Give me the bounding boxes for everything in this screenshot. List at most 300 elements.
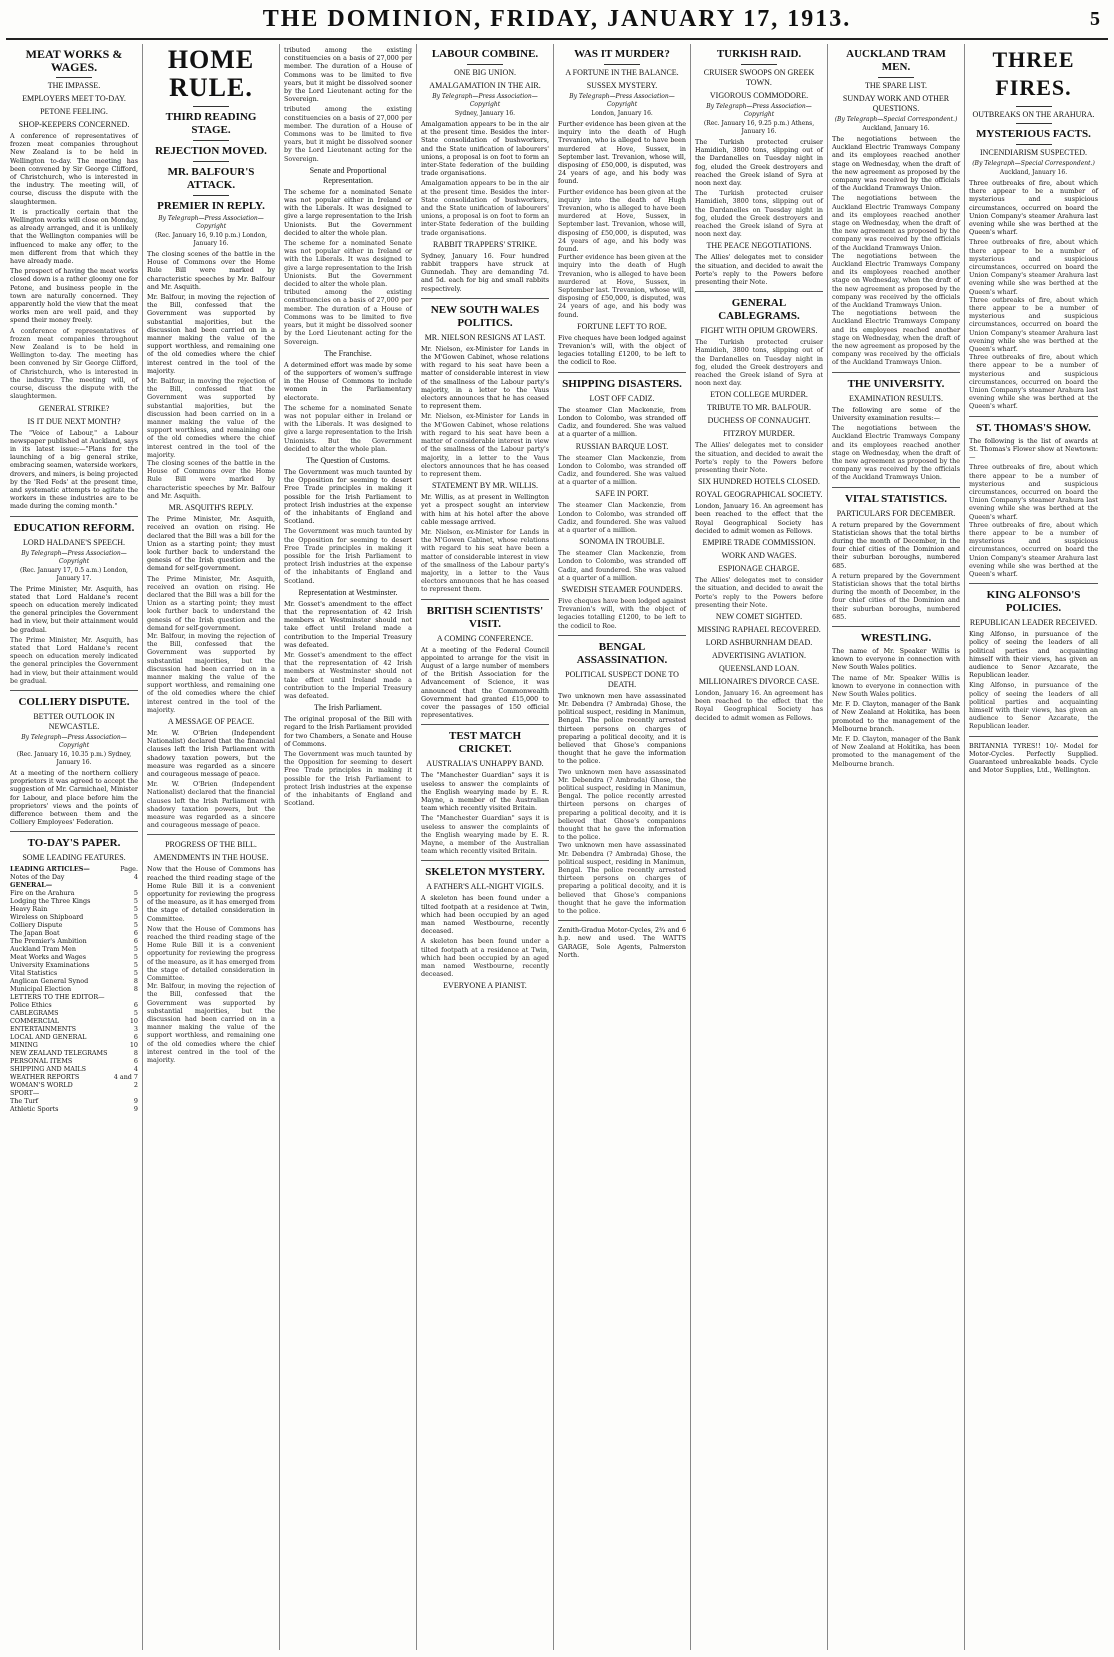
- paragraph: Three outbreaks of fire, about which there appear to be a number of mysterious and suspicious circumstances, occurred on board the Union Company's steamer Arahura last evening while she was berthed at the Queen's wharf.: [969, 238, 1098, 296]
- divider: [147, 834, 275, 835]
- paragraph: Three outbreaks of fire, about which there appear to be a number of mysterious and suspicious circumstances, occurred on board the Union Company's steamer Arahura last evening while she was berthed at the Queen's wharf.: [969, 179, 1098, 237]
- contents-item: [10, 897, 138, 905]
- paragraph: The Government was much taunted by the Opposition for seeming to desert Free Trade principles in making it possible for the Irish Parliament to protect Irish industries at the expense of the inhabitants of England and Scotland.: [284, 527, 412, 585]
- paragraph: The Allies' delegates met to consider the situation, and decided to await the Porte's reply to the Powers before presenting their Note.: [695, 441, 823, 475]
- contents-page-number: 6: [133, 937, 138, 946]
- contents-item-label: Athletic Sports: [10, 1105, 59, 1114]
- subhead: EXAMINATION RESULTS.: [849, 393, 943, 403]
- divider: [421, 298, 549, 299]
- contents-page-number: 4 and 7: [113, 1073, 138, 1082]
- contents-item: [10, 969, 138, 977]
- contents-item-label: The Japan Boat: [10, 929, 60, 938]
- paragraph: Mr. Nielson, ex-Minister for Lands in the M'Gowen Cabinet, whose relations with regard to his seat have been a matter of considerable interest in view of the smallness of the Labour party's majority, in a letter to the Vaus electors announces that he has ceased to represent them.: [421, 344, 549, 411]
- divider: [558, 635, 686, 636]
- divider: [421, 599, 549, 600]
- subhead: LORD ASHBURNHAM DEAD.: [705, 637, 813, 647]
- column-2: [143, 44, 280, 1650]
- subhead: RUSSIAN BARQUE LOST.: [575, 441, 669, 451]
- subhead: FIGHT WITH OPIUM GROWERS.: [700, 326, 818, 336]
- contents-item: [10, 905, 138, 913]
- subhead: The Irish Parliament.: [314, 703, 382, 713]
- contents-item-label: The Turf: [10, 1097, 38, 1106]
- subhead: EVERYONE A PIANIST.: [443, 981, 527, 991]
- paragraph: Mr. Gosset's amendment to the effect that the representation of 42 Irish members at Westminster should not take effect until Ireland made a contribution to the Imperial Treasury was defeated.: [284, 651, 412, 701]
- advertisement: BRITANNIA TYRES!! 10/- Model for Motor-Cycles. Perfectly Supplied. Guaranteed unbreakable beads. Cycle and Motor Supplies, Ltd., Wellington.: [969, 741, 1098, 775]
- contents-item: [10, 873, 138, 881]
- divider: [10, 516, 138, 517]
- paragraph: Mr. W. O'Brien (Independent Nationalist) declared that the financial clauses left the Irish Parliament with shadowy taxation powers, but the measure was regarded as a sincere and courageous message of peace.: [147, 728, 275, 778]
- divider: [467, 64, 503, 65]
- subhead: FITZROY MURDER.: [723, 429, 795, 439]
- paragraph: A determined effort was made by some of the supporters of women's suffrage in the House of Commons to include women in the Parliamentary electorate.: [284, 360, 412, 402]
- headline: GENERAL CABLEGRAMS.: [718, 297, 800, 323]
- divider: [832, 487, 960, 488]
- subhead: PETONE FEELING.: [40, 107, 108, 116]
- contents-item-label: PERSONAL ITEMS: [10, 1057, 73, 1066]
- paragraph: Mr. W. O'Brien (Independent Nationalist) declared that the financial clauses left the Irish Parliament with shadowy taxation powers, but the measure was regarded as a sincere and courageous message of peace.: [147, 780, 275, 830]
- contents-item: [10, 985, 138, 993]
- column-8: [965, 44, 1102, 1650]
- subhead: MILLIONAIRE'S DIVORCE CASE.: [698, 676, 820, 686]
- contents-page-number: 5: [133, 953, 138, 962]
- subhead: MR. BALFOUR'S ATTACK.: [167, 166, 255, 191]
- paragraph: Mr. F. D. Clayton, manager of the Bank of New Zealand at Hokitika, has been promoted to the management of the Melbourne branch.: [832, 734, 960, 768]
- paragraph: It is practically certain that the Wellington works will close on Monday, as already arranged, and it is unlikely that the Wellington companies will be influenced to make any offer, to the men different from that which they have already made.: [10, 207, 138, 266]
- contents-item: [10, 1001, 138, 1009]
- dateline: Sydney, January 16.: [454, 110, 516, 117]
- subhead: A COMING CONFERENCE.: [436, 633, 534, 643]
- subhead: RABBIT TRAPPERS' STRIKE.: [432, 239, 538, 249]
- divider: [558, 920, 686, 921]
- masthead: [0, 0, 1114, 40]
- divider: [1016, 123, 1052, 124]
- paragraph: Further evidence has been given at the inquiry into the death of Hugh Trevanion, who is alleged to have been murdered at Hove, Sussex, in September last. Trevanion, whose will, disposing of £50,000, is disputed, was 24 years of age, and his body was found.: [558, 187, 686, 254]
- column-4: [417, 44, 554, 1650]
- contents-item: [10, 889, 138, 897]
- contents-page-number: 2: [133, 1081, 138, 1090]
- divider: [421, 724, 549, 725]
- headline: THREE FIRES.: [992, 47, 1075, 100]
- divider: [193, 195, 229, 196]
- subhead: SUSSEX MYSTERY.: [586, 81, 658, 90]
- byline: By Telegraph—Press Association—Copyright: [158, 215, 264, 230]
- paragraph: The original proposal of the Bill with regard to the Irish Parliament provided for two Chambers, a Senate and House of Commons.: [284, 715, 412, 748]
- paragraph: A conference of representatives of frozen meat companies throughout New Zealand is to be held in Wellington to-day. The meeting has been convened by Sir George Clifford, of Christchurch, who is interested in the industry. The meeting will, of course, discuss the dispute with the slaughtermen.: [10, 326, 138, 401]
- paragraph: London, January 16. An agreement has been reached to the effect that the Royal Geographical Society has decided to admit women as Fellows.: [695, 688, 823, 722]
- divider: [10, 690, 138, 691]
- paragraph: The closing scenes of the battle in the House of Commons over the Home Rule Bill were marked by characteristic speeches by Mr. Balfour and Mr. Asquith.: [147, 459, 275, 500]
- byline: By Telegraph—Press Association—Copyright: [21, 733, 127, 749]
- paragraph: Three outbreaks of fire, about which there appear to be a number of mysterious and suspicious circumstances, occurred on board the Union Company's steamer Arahura last evening while she was berthed at the Queen's wharf.: [969, 463, 1098, 521]
- paragraph: Further evidence has been given at the inquiry into the death of Hugh Trevanion, who is alleged to have been murdered at Hove, Sussex, in September last. Trevanion, whose will, disposing of £50,000, is disputed, was 24 years of age, and his body was found.: [558, 120, 686, 186]
- divider: [193, 161, 229, 162]
- contents-page-number: 5: [133, 945, 138, 954]
- paragraph: At a meeting of the Federal Council appointed to arrange for the visit in August of a large number of members of the British Association for the Advancement of Science, it was announced that the Commonwealth Government had granted £15,000 to cover the passages of 150 official representatives.: [421, 645, 549, 720]
- paragraph: tributed among the existing constituencies on a basis of 27,000 per member. The duration of a House of Commons was to be limited to five years, but it might be dissolved sooner by the Lord Lieutenant acting for the Sovereign.: [284, 46, 412, 104]
- subhead: A MESSAGE OF PEACE.: [167, 716, 255, 726]
- contents-page-number: 5: [133, 1009, 138, 1018]
- paragraph: The Turkish protected cruiser Hamidieh, 3800 tons, slipping out of the Dardanelles on Tuesday night in fog, eluded the Greek destroyers and reached the Greek island of Syra at noon next day.: [695, 138, 823, 188]
- divider: [421, 860, 549, 861]
- subhead: PREMIER IN REPLY.: [157, 200, 265, 212]
- dateline: Auckland, January 16.: [999, 169, 1068, 176]
- paragraph: The steamer Clan Mackenzie, from London to Colombo, was stranded off Cadiz, and foundered. She was valued at a quarter of a million.: [558, 549, 686, 582]
- paragraph: London, January 16. An agreement has been reached to the effect that the Royal Geographical Society has decided to admit women as Fellows.: [695, 502, 823, 535]
- divider: [969, 736, 1098, 737]
- headline: COLLIERY DISPUTE.: [18, 695, 130, 708]
- contents-page-number: 6: [133, 1033, 138, 1042]
- paragraph: Amalgamation appears to be in the air at the present time. Besides the inter-State consolidation of bushworkers, and the State unification of labourers' unions, a proposal is on foot to form an inter-State federation of the building trade organisations.: [421, 179, 549, 237]
- contents-item: [10, 937, 138, 945]
- contents-page-number: 8: [133, 1049, 138, 1058]
- contents-page-number: 8: [133, 977, 138, 986]
- headline: ST. THOMAS'S SHOW.: [976, 421, 1091, 434]
- paragraph: Mr. Gosset's amendment to the effect that the representation of 42 Irish members at Westminster should not take effect until Ireland made a contribution to the Imperial Treasury was defeated.: [284, 599, 412, 649]
- divider: [969, 416, 1098, 417]
- column-5: [554, 44, 691, 1650]
- paragraph: The scheme for a nominated Senate was not popular either in Ireland or with the Liberals. It was designed to give a large representation to the Irish Unionists. But the Government decided to alter the whole plan.: [284, 187, 412, 237]
- subhead: PROGRESS OF THE BILL.: [165, 840, 257, 850]
- contents-item: [10, 1057, 138, 1065]
- paragraph: The scheme for a nominated Senate was not popular either in Ireland or with the Liberals. It was designed to give a large representation to the Irish Unionists. But the Government decided to alter the whole plan.: [284, 403, 412, 453]
- subhead: ROYAL GEOGRAPHICAL SOCIETY.: [695, 490, 823, 500]
- contents-item: [10, 945, 138, 953]
- contents-item: [10, 1041, 138, 1049]
- subhead: GENERAL STRIKE?: [38, 403, 110, 413]
- columns: [6, 44, 1108, 1650]
- contents-item-label: SHIPPING AND MAILS: [10, 1065, 86, 1074]
- paragraph: The name of Mr. Speaker Willis is known to everyone in connection with New South Wales politics.: [832, 646, 960, 672]
- contents-page-number: 6: [133, 1001, 138, 1010]
- contents-item: [10, 1025, 138, 1033]
- paragraph: The closing scenes of the battle in the House of Commons over the Home Rule Bill were marked by characteristic speeches by Mr. Balfour and Mr. Asquith.: [147, 250, 275, 291]
- subhead: SUNDAY WORK AND OTHER QUESTIONS.: [842, 94, 950, 113]
- paragraph: Two unknown men have assassinated Mr. Debendra (? Ambrada) Ghose, the political suspect, residing in Manimun, Bengal. The police recently arrested thirteen persons on charges of preparing a political decoity, and it is believed that Ghose's companions thought that he gave the information to the police.: [558, 841, 686, 916]
- headline: TO-DAY'S PAPER.: [27, 837, 121, 850]
- contents-page-number: 10: [129, 1041, 138, 1050]
- subhead: FORTUNE LEFT TO ROE.: [577, 321, 667, 331]
- paragraph: The negotiations between the Auckland Electric Tramways Company and its employees reached another stage on Wednesday, when the draft of the new agreement as proposed by the company was received by the officials of the Auckland Tramways Union.: [832, 135, 960, 193]
- subhead: THE PEACE NEGOTIATIONS.: [706, 241, 812, 251]
- paragraph: Sydney, January 16. Four hundred rabbit trappers have struck at Gunnedah. They are demanding 7d. and 5d. each for big and small rabbits respectively.: [421, 251, 549, 293]
- contents-page-number: 6: [133, 929, 138, 938]
- contents-section-label: GENERAL—: [10, 881, 53, 890]
- contents-item: [10, 1089, 138, 1097]
- contents-item: [10, 977, 138, 985]
- paragraph: The steamer Clan Mackenzie, from London to Colombo, was stranded off Cadiz, and foundered. She was valued at a quarter of a million.: [558, 405, 686, 439]
- subhead: ONE BIG UNION.: [454, 68, 516, 77]
- contents-page-number: 6: [133, 1057, 138, 1066]
- subhead: SIX HUNDRED HOTELS CLOSED.: [698, 477, 820, 487]
- subhead: BETTER OUTLOOK IN NEWCASTLE.: [33, 711, 115, 731]
- headline: SHIPPING DISASTERS.: [562, 377, 682, 390]
- paragraph: Five cheques have been lodged against Trevanion's will, with the object of legacies totalling £1200, to be left to the codicil to Roe.: [558, 333, 686, 367]
- paragraph: The "Voice of Labour," a Labour newspaper published at Auckland, says in its latest issue:—"Plans for the launching of a big general strike, embracing seamen, waterside workers, drovers, and miners, is being projected by the 'Red Feds' at the present time, and systematic attempts to agitate the workers in these industries are to be made during the coming month.": [10, 428, 138, 511]
- paragraph: Two unknown men have assassinated Mr. Debendra (? Ambrada) Ghose, the political suspect, residing in Manimun, Bengal. The police recently arrested thirteen persons on charges of preparing a political decoity, and it is believed that Ghose's companions thought that he gave the information to the police.: [558, 691, 686, 766]
- byline: By Telegraph—Press Association—Copyright: [21, 549, 127, 565]
- subhead: LOST OFF CADIZ.: [589, 393, 655, 403]
- byline: By Telegraph—Press Association—Copyright: [706, 103, 812, 118]
- headline: MEAT WORKS & WAGES.: [25, 47, 123, 74]
- contents-item: [10, 1097, 138, 1105]
- paragraph: A skeleton has been found under a tilted footpath at a residence at Twin, which had been occupied by an aged man named Westbourne, recently deceased.: [421, 894, 549, 936]
- paragraph: The Turkish protected cruiser Hamidieh, 3800 tons, slipping out of the Dardanelles on Tuesday night in fog, eluded the Greek destroyers and reached the Greek island of Syra at noon next day.: [695, 189, 823, 239]
- divider: [193, 106, 229, 107]
- contents-page-number: 4: [133, 1065, 138, 1074]
- paragraph: The Turkish protected cruiser Hamidieh, 3800 tons, slipping out of the Dardanelles on Tuesday night in fog, eluded the Greek destroyers and reached the Greek island of Syra at noon next day.: [695, 338, 823, 388]
- subhead: SONOMA IN TROUBLE.: [579, 537, 665, 547]
- subhead: Senate and Proportional Representation.: [309, 165, 387, 185]
- contents-page-number: 8: [133, 985, 138, 994]
- contents-item-label: Fire on the Arahura: [10, 889, 75, 898]
- contents-page-number: 10: [129, 1017, 138, 1026]
- divider: [1016, 144, 1052, 145]
- headline: BENGAL ASSASSINATION.: [576, 640, 668, 666]
- divider: [741, 64, 777, 65]
- page-number: 5: [1090, 8, 1100, 30]
- contents-section: [10, 881, 138, 889]
- headline: WRESTLING.: [860, 631, 932, 644]
- contents-item-label: University Examinations: [10, 961, 90, 970]
- subhead: PARTICULARS FOR DECEMBER.: [836, 508, 956, 518]
- contents-page-number: 9: [133, 1097, 138, 1106]
- divider: [969, 583, 1098, 584]
- contents-item-label: Vital Statistics: [10, 969, 58, 978]
- subhead: SHOP-KEEPERS CONCERNED.: [18, 120, 130, 129]
- paragraph: King Alfonso, in pursuance of the policy of seeing the leaders of all political parties and acquainting himself with their views, has given an audience to Senor Azcarate, the Republican leader.: [969, 630, 1098, 680]
- divider: [604, 64, 640, 65]
- paragraph: The Prime Minister, Mr. Asquith, has stated that Lord Haldane's recent speech on education merely indicated the general principles the Government had in view, but their attainment would be gradual.: [10, 584, 138, 634]
- headline: SKELETON MYSTERY.: [425, 866, 545, 879]
- subhead: EMPIRE TRADE COMMISSION.: [702, 538, 816, 548]
- paragraph: At a meeting of the northern colliery proprietors it was agreed to accept the suggestion of Mr. Carmichael, Minister for Labour, and place before him the proprietors' views and the points of difference between them and the Colliery Employees' Federation.: [10, 768, 138, 827]
- divider: [832, 372, 960, 373]
- subhead: CRUISER SWOOPS ON GREEK TOWN.: [703, 68, 815, 87]
- paragraph: The following are some of the University examination results:—: [832, 405, 960, 422]
- subhead: The Franchise.: [324, 348, 372, 358]
- contents-item: [10, 1017, 138, 1025]
- subhead: ADVERTISING AVIATION.: [711, 650, 807, 660]
- paragraph: The scheme for a nominated Senate was not popular either in Ireland or with the Liberals. It was designed to give a large representation to the Irish Unionists. But the Government decided to alter the whole plan.: [284, 239, 412, 289]
- contents-item-label: LOCAL AND GENERAL: [10, 1033, 87, 1042]
- divider: [695, 291, 823, 292]
- subhead: Representation at Westminster.: [298, 587, 398, 597]
- contents-page-number: 5: [133, 889, 138, 898]
- contents-item-label: Wireless on Shipboard: [10, 913, 84, 922]
- headline: LABOUR COMBINE.: [431, 48, 539, 60]
- contents-page-number: 5: [133, 913, 138, 922]
- contents-item-label: Auckland Tram Men: [10, 945, 76, 954]
- dateline: (Rec. January 16, 9.25 p.m.) Athens, January 16.: [703, 120, 815, 135]
- contents-item-label: Colliery Dispute: [10, 921, 63, 930]
- subhead: AMALGAMATION IN THE AIR.: [429, 81, 541, 90]
- contents-page-number: 5: [133, 969, 138, 978]
- contents-page-number: 5: [133, 921, 138, 930]
- contents-page-number: 5: [133, 897, 138, 906]
- paragraph: The prospect of having the meat works closed down is a rather gloomy one for Petone, and business people in the town are naturally concerned. They apparently hold the view that the meat works men are well paid, and they spend their money freely.: [10, 267, 138, 325]
- dateline: (Rec. January 16, 10.35 p.m.) Sydney, January 16.: [16, 750, 132, 766]
- column-6: [691, 44, 828, 1650]
- subhead: NEW COMET SIGHTED.: [715, 611, 803, 621]
- contents-item-label: Municipal Election: [10, 985, 72, 994]
- paragraph: The steamer Clan Mackenzie, from London to Colombo, was stranded off Cadiz, and foundered. She was valued at a quarter of a million.: [558, 501, 686, 534]
- paragraph: Now that the House of Commons has reached the third reading stage of the Home Rule Bill it is a convenient opportunity for reviewing the progress of the measure, as it has emerged from the stage of detailed consideration in Committee.: [147, 924, 275, 983]
- subhead: REPUBLICAN LEADER RECEIVED.: [969, 618, 1098, 628]
- paragraph: The "Manchester Guardian" says it is useless to answer the complaints of the English wearying made by E. R. Mayne, a member of the Australian team which recently visited Britain.: [421, 771, 549, 813]
- contents-item-label: COMMERCIAL: [10, 1017, 59, 1026]
- byline: (By Telegraph—Special Correspondent.): [972, 160, 1095, 167]
- subhead: DUCHESS OF CONNAUGHT.: [707, 416, 811, 426]
- headline: NEW SOUTH WALES POLITICS.: [430, 303, 540, 329]
- dateline: Auckland, January 16.: [862, 125, 930, 132]
- paragraph: The Allies' delegates met to consider the situation, and decided to await the Porte's reply to the Powers before presenting their Note.: [695, 576, 823, 609]
- subhead: STATEMENT BY MR. WILLIS.: [431, 481, 539, 491]
- subhead: ESPIONAGE CHARGE.: [718, 564, 800, 574]
- paragraph: The Prime Minister, Mr. Asquith, received an ovation on rising. He declared that the Bill was a bill for the Union as a starting point; they must look further back to understand the genesis of the Irish question and the demand for self-government.: [147, 515, 275, 573]
- column-7: [828, 44, 965, 1650]
- subhead: SOME LEADING FEATURES.: [22, 853, 126, 863]
- headline: AUCKLAND TRAM MEN.: [846, 48, 946, 73]
- paragraph: Mr. Nielson, ex-Minister for Lands in the M'Gowen Cabinet, whose relations with regard to his seat have been a matter of considerable interest in view of the smallness of the Labour party's majority, in a letter to the Vaus electors announces that he has ceased to represent them.: [421, 527, 549, 594]
- headline: HOME RULE.: [167, 45, 255, 102]
- subhead: IS IT DUE NEXT MONTH?: [27, 416, 121, 426]
- contents-item: [10, 1049, 138, 1057]
- headline: BRITISH SCIENTISTS' VISIT.: [426, 604, 544, 630]
- masthead-rule: [6, 38, 1108, 40]
- dateline: (Rec. January 17, 0.5 a.m.) London, January 17.: [20, 566, 128, 582]
- subhead: THE IMPASSE.: [47, 81, 101, 90]
- headline: KING ALFONSO'S POLICIES.: [986, 589, 1081, 615]
- contents-item: [10, 913, 138, 921]
- paragraph: Now that the House of Commons has reached the third reading stage of the Home Rule Bill it is a convenient opportunity for reviewing the progress of the measure, as it has emerged from the stage of detailed consideration in Committee.: [147, 865, 275, 923]
- contents-item-label: Notes of the Day: [10, 873, 65, 882]
- subhead: ETON COLLEGE MURDER.: [710, 390, 808, 400]
- contents-page-number: 5: [133, 961, 138, 970]
- paragraph: A return prepared by the Government Statistician shows that the total births during the month of December, in the four chief cities of the Dominion and their suburban boroughs, numbered 685.: [832, 520, 960, 570]
- divider: [558, 372, 686, 373]
- paragraph: The negotiations between the Auckland Electric Tramways Company and its employees reached another stage on Wednesday, when the draft of the new agreement as proposed by the company was received by the officials of the Auckland Tramways Union.: [832, 424, 960, 482]
- subhead: VIGOROUS COMMODORE.: [709, 91, 809, 100]
- contents-item: [10, 993, 138, 1001]
- paragraph: Mr. Balfour, in moving the rejection of the Bill, confessed that the Government was supported by substantial majorities, but the discussion had been carried on in a manner making the value of the support worthless, and remaining one of the old comedies where the chief interest centred in the tool of the majority.: [147, 631, 275, 714]
- contents-page-number: 3: [133, 1025, 138, 1034]
- headline: WAS IT MURDER?: [574, 48, 670, 60]
- paragraph: Three outbreaks of fire, about which there appear to be a number of mysterious and suspicious circumstances, occurred on board the Union Company's steamer Arahura last evening while she was berthed at the Queen's wharf.: [969, 295, 1098, 354]
- paragraph: Mr. Willis, as at present in Wellington yet a prospect sought an interview with him at his hotel after the above cable message arrived.: [421, 493, 549, 526]
- contents-item: [10, 1081, 138, 1089]
- subhead: MYSTERIOUS FACTS.: [976, 128, 1091, 140]
- paragraph: Three outbreaks of fire, about which there appear to be a number of mysterious and suspicious circumstances, occurred on board the Union Company's steamer Arahura last evening while she was berthed at the Queen's wharf.: [969, 520, 1098, 578]
- paragraph: A return prepared by the Government Statistician shows that the total births during the month of December, in the four chief cities of the Dominion and their suburban boroughs, numbered 685.: [832, 571, 960, 621]
- divider: [10, 831, 138, 832]
- byline: By Telegraph—Press Association—Copyright: [569, 93, 675, 108]
- contents-item-label: Anglican General Synod: [10, 977, 89, 986]
- paragraph: A conference of representatives of frozen meat companies throughout New Zealand is to be held in Wellington to-day. The meeting has been convened by Sir George Clifford, of Christchurch, who is interested in the industry. The meeting will, of course, discuss the dispute with the slaughtermen.: [10, 132, 138, 206]
- paragraph: Three outbreaks of fire, about which there appear to be a number of mysterious and suspicious circumstances, occurred on board the Union Company's steamer Arahura last evening while she was berthed at the Queen's wharf.: [969, 353, 1098, 411]
- paragraph: The negotiations between the Auckland Electric Tramways Company and its employees reached another stage on Wednesday, when the draft of the new agreement as proposed by the company was received by the officials of the Auckland Tramways Union.: [832, 194, 960, 252]
- subhead: LORD HALDANE'S SPEECH.: [22, 537, 126, 547]
- paragraph: The negotiations between the Auckland Electric Tramways Company and its employees reached another stage on Wednesday, when the draft of the new agreement as proposed by the company was received by the officials of the Auckland Tramways Union.: [832, 251, 960, 310]
- subhead: THE SPARE LIST.: [864, 81, 927, 90]
- headline: TURKISH RAID.: [716, 48, 802, 60]
- contents-page-number: Page.: [120, 865, 138, 874]
- byline: (By Telegraph—Special Correspondent.): [834, 116, 958, 123]
- contents-item: [10, 1009, 138, 1017]
- paragraph: The Government was much taunted by the Opposition for seeming to desert Free Trade principles in making it possible for the Irish Parliament to protect Irish industries at the expense of the inhabitants of England and Scotland.: [284, 750, 412, 808]
- headline: THE UNIVERSITY.: [847, 377, 945, 390]
- paragraph: Amalgamation appears to be in the air at the present time. Besides the inter-State consolidation of bushworkers, and the State unification of labourers' unions, a proposal is on foot to form an inter-State federation of the building trade organisations.: [421, 120, 549, 178]
- contents-item: [10, 961, 138, 969]
- contents-item-label: NEW ZEALAND TELEGRAMS: [10, 1049, 108, 1058]
- paragraph: Five cheques have been lodged against Trevanion's will, with the object of legacies totalling £1200, to be left to the codicil to Roe.: [558, 596, 686, 630]
- advertisement: Zenith-Gradua Motor-Cycles, 2¾ and 6 h.p. new and used. The WATTS GARAGE, Sole Agents, Palmerston North.: [558, 926, 686, 959]
- divider: [193, 140, 229, 141]
- contents-page-number: 4: [133, 873, 138, 882]
- paragraph: tributed among the existing constituencies on a basis of 27,000 per member. The duration of a House of Commons was to be limited to five years, but it might be dissolved sooner by the Lord Lieutenant acting for the Sovereign.: [284, 105, 412, 163]
- paragraph: Mr. Balfour, in moving the rejection of the Bill, confessed that the Government was supported by substantial majorities, but the discussion had been carried on in a manner making the value of the support worthless, and remaining one of the old comedies where the chief interest centred in the tool of the majority.: [147, 982, 275, 1065]
- contents-item: [10, 1033, 138, 1041]
- contents-item: [10, 953, 138, 961]
- column-3: [280, 44, 417, 1650]
- subhead: POLITICAL SUSPECT DONE TO DEATH.: [565, 669, 679, 689]
- masthead-title: THE DOMINION, FRIDAY, JANUARY 17, 1913.: [262, 6, 852, 32]
- subhead: WORK AND WAGES.: [721, 551, 797, 561]
- paragraph: The Allies' delegates met to consider the situation, and decided to await the Porte's reply to the Powers before presenting their Note.: [695, 253, 823, 287]
- paragraph: Mr. F. D. Clayton, manager of the Bank of New Zealand at Hokitika, has been promoted to the management of the Melbourne branch.: [832, 700, 960, 733]
- headline: EDUCATION REFORM.: [13, 521, 135, 534]
- paragraph: The Prime Minister, Mr. Asquith, received an ovation on rising. He declared that the Bill was a bill for the Union as a starting point; they must look further back to understand the genesis of the Irish question and the demand for self-government.: [147, 574, 275, 632]
- contents-item: [10, 929, 138, 937]
- paragraph: tributed among the existing constituencies on a basis of 27,000 per member. The duration of a House of Commons was to be limited to five years, but it might be dissolved sooner by the Lord Lieutenant acting for the Sovereign.: [284, 288, 412, 346]
- subhead: The Question of Customs.: [306, 455, 390, 465]
- paragraph: Mr. Balfour, in moving the rejection of the Bill, confessed that the Government was supported by substantial majorities, but the discussion had been carried on in a manner making the value of the support worthless, and remaining one of the old comedies where the chief interest centred in the tool of the majority.: [147, 377, 275, 459]
- subhead: MISSING RAPHAEL RECOVERED.: [697, 624, 821, 634]
- paragraph: The name of Mr. Speaker Willis is known to everyone in connection with New South Wales politics.: [832, 673, 960, 698]
- contents-section-label: LEADING ARTICLES—: [10, 865, 90, 874]
- subhead: TRIBUTE TO MR. BALFOUR.: [707, 403, 811, 413]
- subhead: SWEDISH STEAMER FOUNDERS.: [561, 584, 683, 594]
- divider: [832, 626, 960, 627]
- subhead: AMENDMENTS IN THE HOUSE.: [153, 853, 269, 863]
- divider: [878, 77, 914, 78]
- contents-page-number: 5: [133, 905, 138, 914]
- subhead: MR. ASQUITH'S REPLY.: [168, 503, 254, 513]
- subhead: A FATHER'S ALL-NIGHT VIGILS.: [426, 882, 544, 892]
- subhead: AUSTRALIA'S UNHAPPY BAND.: [426, 759, 544, 769]
- paragraph: The following is the list of awards at St. Thomas's Flower show at Newtown:—: [969, 436, 1098, 462]
- contents-item-label: WOMAN'S WORLD: [10, 1081, 73, 1090]
- paragraph: The Government was much taunted by the Opposition for seeming to desert Free Trade principles in making it possible for the Irish Parliament to protect Irish industries at the expense of the inhabitants of England and Scotland.: [284, 467, 412, 526]
- subhead: INCENDIARISM SUSPECTED.: [979, 148, 1088, 157]
- paragraph: King Alfonso, in pursuance of the policy of seeing the leaders of all political parties and acquainting himself with their views, has given an audience to Senor Azcarate, the Republican leader.: [969, 681, 1098, 731]
- paragraph: Two unknown men have assassinated Mr. Debendra (? Ambrada) Ghose, the political suspect, residing in Manimun, Bengal. The police recently arrested thirteen persons on charges of preparing a political decoity, and it is believed that Ghose's companions thought that he gave the information to the police.: [558, 767, 686, 842]
- dateline: London, January 16.: [591, 110, 653, 117]
- contents-item: [10, 1105, 138, 1113]
- contents-item: [10, 1073, 138, 1081]
- contents-item: [10, 921, 138, 929]
- paragraph: The "Manchester Guardian" says it is useless to answer the complaints of the English wearying made by E. R. Mayne, a member of the Australian team which recently visited Britain.: [421, 814, 549, 856]
- byline: By Telegraph—Press Association—Copyright: [432, 93, 538, 108]
- subhead: REJECTION MOVED.: [155, 145, 267, 157]
- paragraph: The Prime Minister, Mr. Asquith, has stated that Lord Haldane's recent speech on education merely indicated the general principles the Government had in view, but their attainment would be gradual.: [10, 635, 138, 685]
- contents-item-label: Lodging the Three Kings: [10, 897, 91, 906]
- contents-item-label: ENTERTAINMENTS: [10, 1025, 76, 1034]
- contents-item-label: LETTERS TO THE EDITOR—: [10, 993, 105, 1002]
- paragraph: A skeleton has been found under a tilted footpath at a residence at Twin, which had been occupied by an aged man named Westbourne, recently deceased.: [421, 937, 549, 979]
- column-1: [6, 44, 143, 1650]
- paragraph: Further evidence has been given at the inquiry into the death of Hugh Trevanion, who is alleged to have been murdered at Hove, Sussex, in September last. Trevanion, whose will, disposing of £50,000, is disputed, was 24 years of age, and his body was found.: [558, 253, 686, 319]
- headline: TEST MATCH CRICKET.: [448, 730, 522, 756]
